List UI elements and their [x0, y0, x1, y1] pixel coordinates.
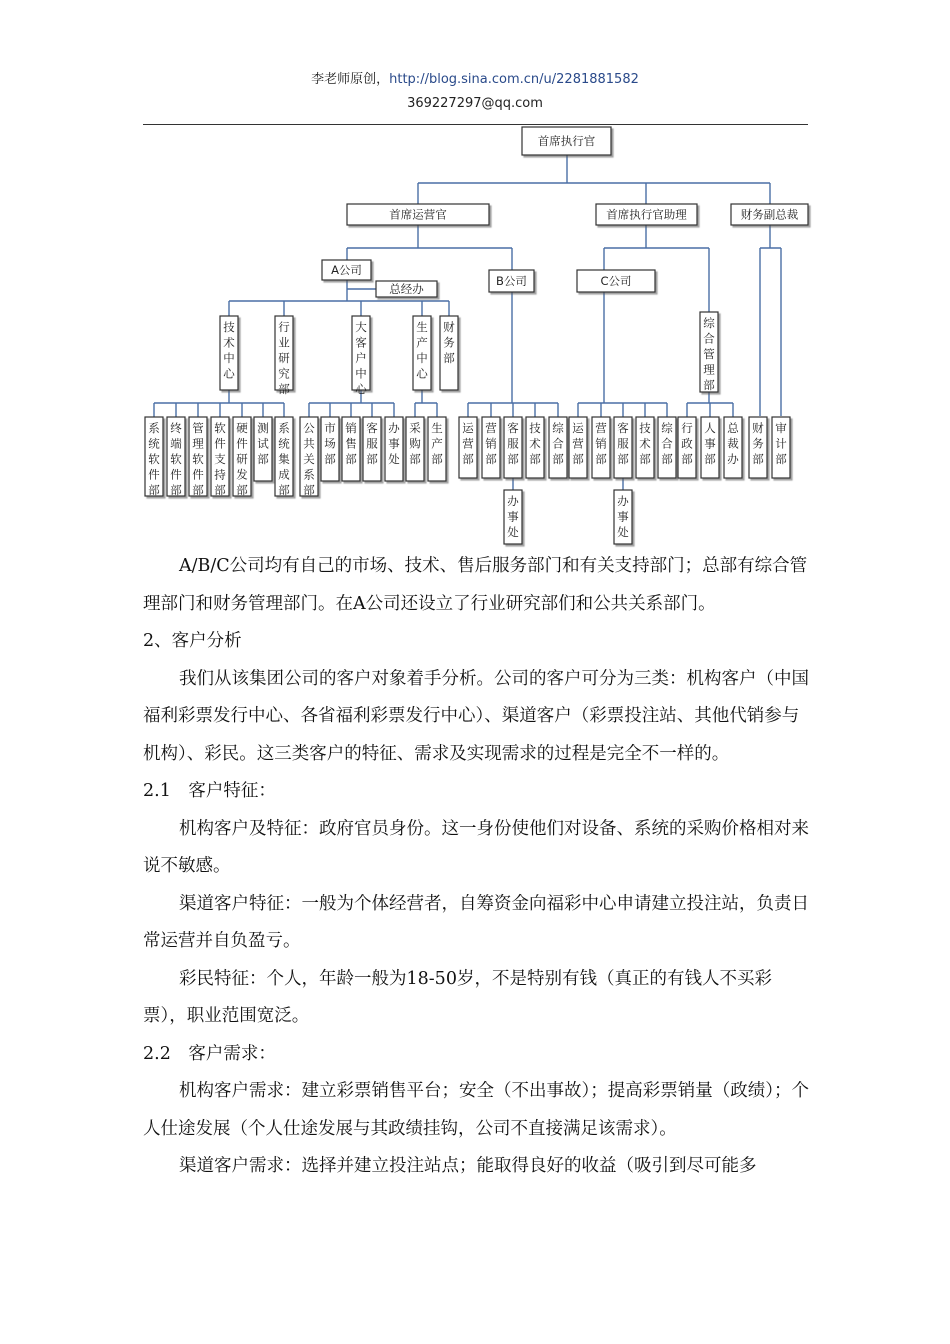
box-finance-dept-char: 财 [752, 421, 764, 435]
box-client-dept-char: 售 [345, 436, 357, 451]
box-client-dept [321, 417, 339, 481]
box-client-dept-char: 部 [324, 452, 336, 466]
box-client-dept-char: 事 [388, 436, 400, 451]
box-finance-dept-char: 部 [752, 452, 764, 466]
box-tech-dept-char: 系 [278, 421, 290, 435]
author-label: 李老师原创， [311, 72, 390, 87]
box-b-dept-char: 销 [485, 436, 497, 451]
box-tech-dept-char: 件 [236, 436, 248, 451]
box-b-dept-char: 综 [552, 421, 564, 435]
box-b-dept-char: 部 [507, 452, 519, 466]
box-c-dept-char: 术 [639, 436, 651, 451]
box-tech-dept-char: 硬 [236, 421, 248, 435]
box-tech-dept-char: 管 [192, 421, 204, 435]
box-tech-dept-char: 研 [236, 452, 248, 466]
box-admin-dept-char: 人 [704, 421, 716, 435]
box-b-dept-char: 合 [552, 436, 564, 451]
box-key-client-center-char: 户 [355, 351, 367, 365]
box-c-dept-char: 客 [617, 421, 629, 435]
box-industry-research-char: 研 [278, 351, 290, 365]
box-tech-dept-char: 件 [214, 436, 226, 451]
box-hq-admin-char: 部 [703, 378, 715, 392]
box-coo [347, 204, 489, 225]
box-general-office-label: 总经办 [389, 282, 424, 296]
box-finance-dept [772, 417, 790, 478]
box-b-dept-char: 部 [462, 452, 474, 466]
box-c-dept-char: 部 [595, 452, 607, 466]
box-tech-dept-char: 发 [236, 467, 248, 482]
box-cfo-label: 财务副总裁 [740, 207, 799, 222]
box-production-dept [428, 417, 446, 481]
paragraph-institution-features: 机构客户及特征：政府官员身份。这一身份使他们对设备、系统的采购价格相对来说不敏感。 [143, 818, 809, 876]
box-client-dept-char: 销 [345, 421, 357, 435]
box-production-dept [406, 417, 424, 481]
box-admin-dept-char: 办 [727, 452, 739, 466]
box-admin-dept [678, 417, 696, 478]
box-tech-dept-char: 成 [278, 467, 290, 482]
box-ceo-assistant-label: 首席执行官助理 [606, 207, 687, 222]
box-key-client-center-char: 中 [355, 366, 367, 381]
box-c-office-char: 处 [617, 525, 629, 539]
box-b-dept-char: 技 [529, 421, 541, 435]
box-company-c-label: C公司 [600, 274, 632, 288]
box-production-center-char: 心 [416, 366, 428, 381]
box-tech-dept-char: 件 [170, 467, 182, 482]
box-b-dept [459, 417, 477, 478]
box-hq-admin [700, 312, 718, 392]
paragraph-structure: A/B/C公司均有自己的市场、技术、售后服务部门和有关支持部门；总部有综合管理部门和财务管理部门。在A公司还设立了行业研究部们和公共关系部门。 [143, 556, 808, 614]
box-tech-dept [145, 417, 163, 497]
box-finance-dept-char: 务 [752, 436, 764, 451]
box-client-dept-char: 部 [366, 452, 378, 466]
box-production-center-char: 中 [416, 351, 428, 365]
box-client-dept-char: 部 [345, 452, 357, 466]
box-industry-research [275, 316, 293, 396]
box-production-dept-char: 生 [431, 421, 443, 435]
heading-customer-needs: 2.2 客户需求： [143, 1043, 276, 1064]
box-b-dept-char: 客 [507, 421, 519, 435]
box-c-dept [569, 417, 587, 478]
document-body [143, 548, 813, 1186]
box-tech-dept [254, 417, 272, 481]
box-tech-dept [233, 417, 251, 497]
box-tech-dept-char: 部 [192, 483, 204, 497]
box-client-dept-char: 部 [303, 483, 315, 497]
box-industry-research-char: 业 [278, 335, 290, 350]
box-client-dept-char: 共 [303, 436, 315, 451]
box-tech-dept [275, 417, 293, 497]
box-tech-dept-char: 软 [148, 452, 160, 466]
box-c-dept-char: 技 [639, 421, 651, 435]
blog-url[interactable]: http://blog.sina.com.cn/u/2281881582 [389, 72, 639, 87]
box-tech-dept-char: 软 [170, 452, 182, 466]
box-tech-dept-char: 试 [257, 436, 269, 451]
box-client-dept-char: 公 [303, 421, 315, 435]
box-production-center [413, 316, 431, 390]
box-b-dept-char: 运 [462, 421, 474, 435]
box-tech-dept-char: 件 [192, 467, 204, 482]
box-tech-dept-char: 终 [170, 421, 182, 435]
box-c-dept-char: 运 [572, 421, 584, 435]
box-tech-center-char: 中 [223, 351, 235, 365]
box-coo-label: 首席运营官 [389, 207, 447, 222]
box-production-dept-char: 购 [409, 436, 421, 451]
box-b-dept [526, 417, 544, 478]
box-b-office-char: 办 [507, 494, 519, 508]
box-tech-dept-char: 持 [214, 467, 226, 482]
box-admin-dept [724, 417, 742, 478]
box-a-finance-char: 部 [443, 351, 455, 365]
box-company-b [489, 270, 534, 292]
box-admin-dept-char: 事 [704, 436, 716, 451]
box-b-dept-char: 部 [552, 452, 564, 466]
box-client-dept-char: 服 [366, 436, 378, 451]
box-key-client-center [352, 316, 370, 396]
box-tech-dept-char: 件 [148, 467, 160, 482]
box-ceo [522, 127, 611, 155]
box-key-client-center-char: 客 [355, 335, 367, 350]
box-tech-dept-char: 系 [148, 421, 160, 435]
box-tech-dept-char: 软 [192, 452, 204, 466]
box-tech-dept [211, 417, 229, 497]
box-b-dept [549, 417, 567, 478]
box-finance-dept-char: 计 [775, 436, 787, 451]
box-industry-research-char: 究 [278, 366, 290, 381]
box-admin-dept-char: 政 [681, 436, 693, 451]
box-b-dept-char: 服 [507, 436, 519, 451]
box-tech-dept-char: 集 [278, 452, 290, 466]
box-tech-dept-char: 统 [148, 436, 160, 451]
box-c-dept [658, 417, 676, 478]
box-finance-dept-char: 部 [775, 452, 787, 466]
box-tech-center-char: 术 [223, 335, 235, 350]
box-admin-dept [701, 417, 719, 478]
box-a-finance [440, 316, 458, 390]
box-c-dept [614, 417, 632, 478]
paragraph-institution-needs: 机构客户需求：建立彩票销售平台；安全（不出事故）；提高彩票销量（政绩）；个人仕途发展（个人仕途发展与其政绩挂钩，公司不直接满足该需求）。 [143, 1081, 809, 1139]
box-b-dept-char: 术 [529, 436, 541, 451]
box-c-dept-char: 部 [639, 452, 651, 466]
paragraph-channel-needs: 渠道客户需求：选择并建立投注站点；能取得良好的收益（吸引到尽可能多 [179, 1156, 757, 1176]
box-b-office [504, 490, 522, 544]
box-tech-dept-char: 部 [236, 483, 248, 497]
box-hq-admin-char: 理 [703, 362, 715, 377]
box-production-dept-char: 产 [431, 436, 443, 451]
box-key-client-center-char: 心 [355, 382, 367, 396]
box-tech-dept-char: 部 [148, 483, 160, 497]
box-b-dept [504, 417, 522, 478]
heading-customer-features: 2.1 客户特征： [143, 781, 276, 801]
box-c-dept-char: 服 [617, 436, 629, 451]
box-tech-dept-char: 端 [170, 436, 182, 451]
box-production-dept-char: 部 [431, 452, 443, 466]
box-company-a-label: A公司 [331, 263, 362, 277]
box-client-dept-char: 市 [324, 421, 336, 435]
box-production-dept-char: 部 [409, 452, 421, 466]
box-c-office-char: 办 [617, 494, 629, 508]
org-chart [0, 0, 950, 560]
box-tech-center-char: 技 [223, 320, 235, 334]
box-production-dept-char: 采 [409, 421, 421, 435]
box-client-dept [363, 417, 381, 481]
box-tech-dept [189, 417, 207, 497]
box-b-dept-char: 部 [485, 452, 497, 466]
box-client-dept-char: 处 [388, 452, 400, 466]
box-c-dept-char: 部 [572, 452, 584, 466]
box-general-office [376, 281, 437, 297]
box-tech-dept-char: 部 [214, 483, 226, 497]
box-tech-dept [167, 417, 185, 497]
box-tech-dept-char: 部 [257, 452, 269, 466]
box-b-dept-char: 营 [462, 436, 474, 451]
box-b-dept-char: 部 [529, 452, 541, 466]
box-c-office-char: 事 [617, 509, 629, 524]
header-email: 369227297@qq.com [407, 96, 543, 111]
box-tech-dept-char: 统 [278, 436, 290, 451]
box-c-dept-char: 营 [572, 436, 584, 451]
box-industry-research-char: 部 [278, 382, 290, 396]
box-tech-dept-char: 部 [278, 483, 290, 497]
box-c-dept-char: 营 [595, 421, 607, 435]
box-company-b-label: B公司 [496, 274, 527, 288]
box-hq-admin-char: 管 [703, 347, 715, 361]
box-tech-dept-char: 部 [170, 483, 182, 497]
box-a-finance-char: 务 [443, 335, 455, 350]
paragraph-customer-types: 我们从该集团公司的客户对象着手分析。公司的客户可分为三类：机构客户（中国福利彩票发行中心、各省福利彩票发行中心）、渠道客户（彩票投注站、其他代销参与机构）、彩民。这三类客户的特征、需求及实现需求的过程是完全不一样的。 [143, 668, 809, 764]
box-production-center-char: 生 [416, 320, 428, 334]
box-ceo-assistant [596, 204, 697, 225]
paragraph-player-features: 彩民特征：个人，年龄一般为18-50岁，不是特别有钱（真正的有钱人不买彩票），职业范围宽泛。 [143, 968, 772, 1026]
box-client-dept [342, 417, 360, 481]
box-client-dept-char: 系 [303, 467, 315, 482]
box-b-dept [482, 417, 500, 478]
box-company-c [577, 270, 655, 292]
heading-customer-analysis: 2、客户分析 [143, 631, 242, 651]
box-tech-dept-char: 测 [257, 421, 269, 435]
box-b-office-char: 事 [507, 509, 519, 524]
box-client-dept [385, 417, 403, 481]
box-admin-dept-char: 总 [727, 421, 739, 435]
box-company-a [322, 260, 371, 280]
box-cfo [731, 204, 808, 225]
box-tech-center [220, 316, 238, 390]
box-c-dept-char: 合 [661, 436, 673, 451]
box-c-dept-char: 部 [661, 452, 673, 466]
box-b-office-char: 处 [507, 525, 519, 539]
box-key-client-center-char: 大 [355, 320, 367, 334]
box-c-dept [636, 417, 654, 478]
box-client-dept-char: 客 [366, 421, 378, 435]
org-chart-boxes [145, 127, 808, 544]
paragraph-channel-features: 渠道客户特征：一般为个体经营者，自筹资金向福彩中心申请建立投注站，负责日常运营并自负盈亏。 [143, 893, 809, 951]
box-client-dept-char: 场 [324, 436, 336, 451]
box-admin-dept-char: 部 [704, 452, 716, 466]
box-client-dept-char: 办 [388, 421, 400, 435]
box-tech-dept-char: 理 [192, 436, 204, 451]
box-hq-admin-char: 合 [703, 331, 715, 346]
box-finance-dept [749, 417, 767, 478]
box-c-office [614, 490, 632, 544]
box-c-dept-char: 部 [617, 452, 629, 466]
box-finance-dept-char: 审 [775, 421, 787, 435]
box-c-dept-char: 销 [595, 436, 607, 451]
box-c-dept-char: 综 [661, 421, 673, 435]
box-admin-dept-char: 裁 [727, 436, 739, 451]
box-tech-dept-char: 软 [214, 421, 226, 435]
box-hq-admin-char: 综 [703, 316, 715, 330]
box-tech-center-char: 心 [223, 366, 235, 381]
box-ceo-label: 首席执行官 [537, 134, 596, 148]
box-client-dept [300, 417, 318, 497]
box-admin-dept-char: 行 [681, 421, 693, 435]
box-a-finance-char: 财 [443, 320, 455, 334]
box-tech-dept-char: 支 [214, 452, 226, 466]
box-industry-research-char: 行 [278, 320, 290, 334]
box-b-dept-char: 营 [485, 421, 497, 435]
box-admin-dept-char: 部 [681, 452, 693, 466]
box-c-dept [592, 417, 610, 478]
box-production-center-char: 产 [416, 335, 428, 350]
box-client-dept-char: 关 [303, 452, 315, 466]
